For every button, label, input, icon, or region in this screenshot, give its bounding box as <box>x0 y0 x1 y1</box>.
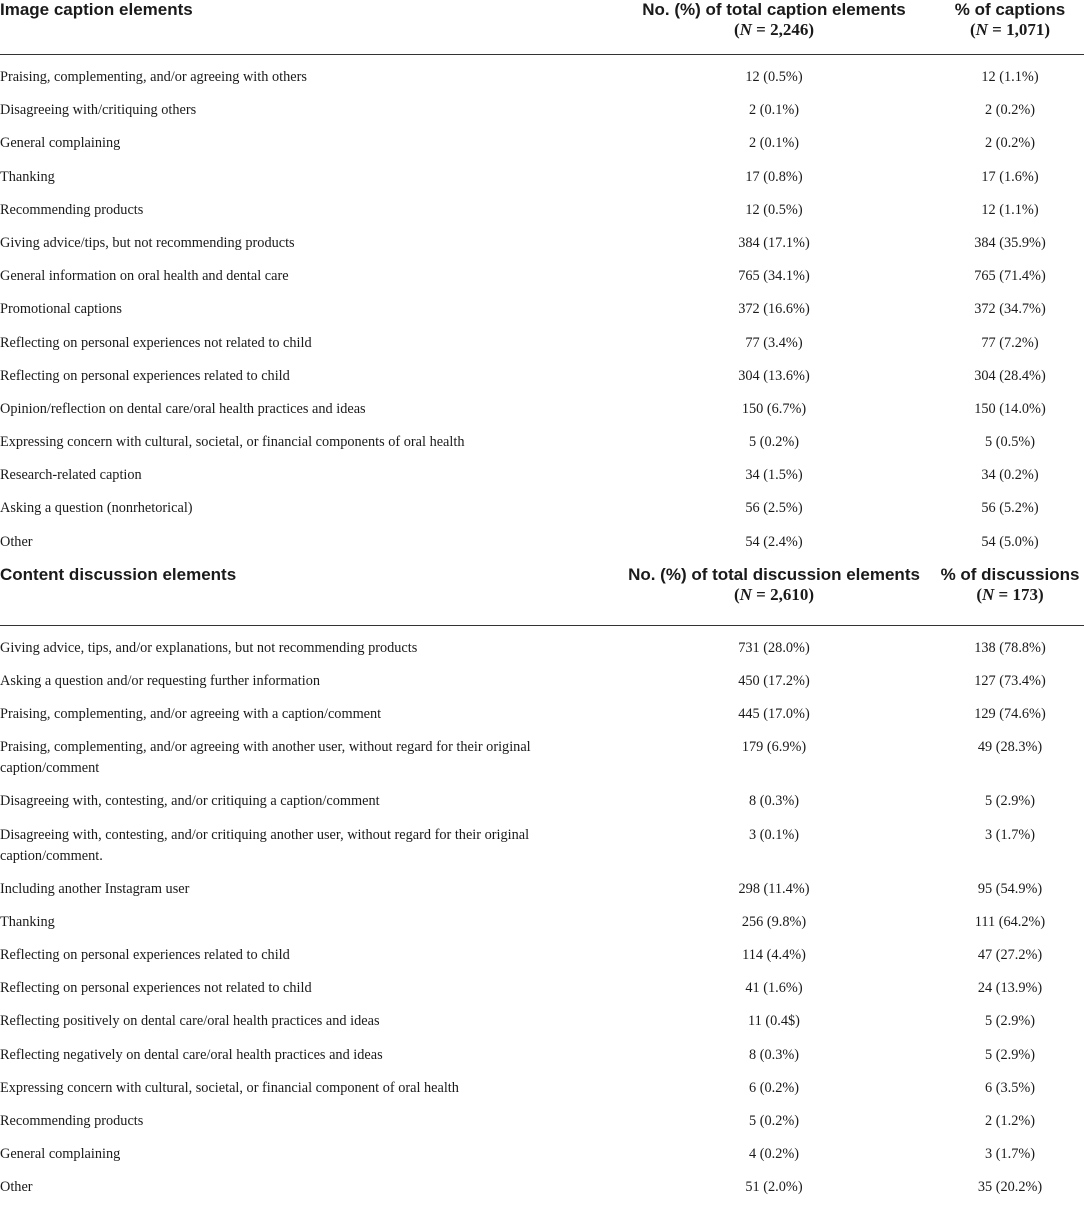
row-count: 384 (17.1%) <box>738 234 810 251</box>
row-count: 8 (0.3%) <box>748 1046 800 1063</box>
row-count: 12 (0.5%) <box>745 69 803 85</box>
table-row <box>0 196 1084 229</box>
discussion-header-pct-n: (N = 173) <box>976 584 1044 604</box>
row-percent: 35 (20.2%) <box>977 1179 1043 1196</box>
table-row <box>0 1107 1084 1140</box>
row-label: Recommending products <box>0 1112 144 1129</box>
row-count: 3 (0.1%) <box>748 826 800 843</box>
row-label: Other <box>0 1179 33 1196</box>
row-count: 51 (2.0%) <box>745 1179 803 1196</box>
table-row <box>0 941 1084 974</box>
row-count: 5 (0.2%) <box>748 434 800 451</box>
discussion-header-count-n: (N = 2,610) <box>733 584 815 604</box>
row-label: Giving advice, tips, and/or explanations, but not recommending products <box>0 639 418 656</box>
table-row <box>0 528 1084 561</box>
caption-header-pct-n: (N = 1,071) <box>969 20 1051 39</box>
row-count: 56 (2.5%) <box>745 500 803 517</box>
table-row <box>0 700 1084 733</box>
row-count: 2 (0.1%) <box>748 135 800 152</box>
row-percent: 54 (5.0%) <box>981 533 1039 550</box>
row-label: Praising, complementing, and/or agreeing with a caption/comment <box>0 706 382 723</box>
table-row <box>0 163 1084 196</box>
row-label: Giving advice/tips, but not recommending products <box>0 234 295 251</box>
caption-header-label: Image caption elements <box>0 0 612 55</box>
row-percent: 2 (1.2%) <box>984 1112 1036 1129</box>
row-count: 54 (2.4%) <box>745 533 803 550</box>
row-percent: 138 (78.8%) <box>974 639 1046 656</box>
row-count: 41 (1.6%) <box>745 980 803 997</box>
row-percent: 127 (73.4%) <box>974 673 1046 689</box>
discussion-header-count <box>612 561 936 626</box>
row-label: Reflecting on personal experiences not related to child <box>0 334 312 351</box>
row-count: 304 (13.6%) <box>738 367 810 384</box>
row-percent: 24 (13.9%) <box>977 980 1043 997</box>
row-percent: 5 (2.9%) <box>984 793 1036 810</box>
table-row <box>0 1074 1084 1107</box>
table-row <box>0 1041 1084 1074</box>
row-percent: 34 (0.2%) <box>981 467 1039 484</box>
caption-header-row <box>0 0 1084 55</box>
row-percent: 2 (0.2%) <box>984 135 1036 152</box>
row-count: 298 (11.4%) <box>738 880 810 897</box>
row-count: 372 (16.6%) <box>738 301 810 318</box>
row-label: Including another Instagram user <box>0 880 190 897</box>
row-percent: 12 (1.1%) <box>981 201 1039 218</box>
table-row <box>0 494 1084 527</box>
table-row <box>0 262 1084 295</box>
table-row <box>0 875 1084 908</box>
row-count: 8 (0.3%) <box>748 793 800 810</box>
row-count: 150 (6.7%) <box>741 400 807 417</box>
row-count: 450 (17.2%) <box>738 673 810 689</box>
row-label: General information on oral health and dental care <box>0 268 289 285</box>
row-percent: 95 (54.9%) <box>977 880 1043 897</box>
row-percent: 150 (14.0%) <box>974 400 1046 417</box>
caption-header-pct <box>936 0 1084 55</box>
row-percent: 49 (28.3%) <box>977 739 1043 756</box>
row-percent: 5 (2.9%) <box>984 1013 1036 1030</box>
row-label: Opinion/reflection on dental care/oral health practices and ideas <box>0 400 366 417</box>
discussion-section <box>0 561 1084 1206</box>
row-label: Disagreeing with/critiquing others <box>0 102 197 119</box>
table-row <box>0 362 1084 395</box>
table-row <box>0 1173 1084 1206</box>
caption-header-count-title: No. (%) of total caption elements <box>642 0 906 19</box>
table-row <box>0 96 1084 129</box>
table-row <box>0 63 1084 96</box>
discussion-header-label: Content discussion elements <box>0 561 612 626</box>
row-label: Promotional captions <box>0 301 122 318</box>
row-percent: 17 (1.6%) <box>981 168 1039 185</box>
row-label: Recommending products <box>0 201 144 218</box>
table-row <box>0 974 1084 1007</box>
row-count: 179 (6.9%) <box>741 739 807 756</box>
row-percent: 3 (1.7%) <box>984 826 1036 843</box>
table-row <box>0 428 1084 461</box>
table-row <box>0 1140 1084 1173</box>
table-row <box>0 395 1084 428</box>
row-percent: 6 (3.5%) <box>984 1079 1036 1096</box>
row-count: 77 (3.4%) <box>745 334 803 351</box>
table-row <box>0 129 1084 162</box>
row-percent: 2 (0.2%) <box>984 102 1036 119</box>
row-count: 12 (0.5%) <box>745 201 803 218</box>
row-percent: 3 (1.7%) <box>984 1146 1036 1163</box>
row-label: General complaining <box>0 135 121 152</box>
table-row <box>0 821 1084 875</box>
caption-header-count-n: (N = 2,246) <box>733 20 815 39</box>
row-label: Other <box>0 533 33 550</box>
discussion-header-row <box>0 561 1084 626</box>
row-count: 256 (9.8%) <box>741 913 807 930</box>
row-label: Asking a question (nonrhetorical) <box>0 500 193 517</box>
row-count: 4 (0.2%) <box>748 1146 800 1163</box>
row-label: Asking a question and/or requesting further information <box>0 673 321 689</box>
row-percent: 372 (34.7%) <box>974 301 1046 318</box>
row-label: Thanking <box>0 913 55 930</box>
row-percent: 77 (7.2%) <box>981 334 1039 351</box>
row-label: Reflecting negatively on dental care/oral health practices and ideas <box>0 1046 383 1063</box>
row-count: 445 (17.0%) <box>738 706 810 723</box>
row-percent: 304 (28.4%) <box>974 367 1046 384</box>
table-row <box>0 787 1084 820</box>
table-row <box>0 329 1084 362</box>
row-label: Expressing concern with cultural, societal, or financial component of oral health <box>0 1079 459 1096</box>
row-percent: 12 (1.1%) <box>981 69 1039 85</box>
discussion-header-count-title: No. (%) of total discussion elements <box>628 564 920 584</box>
row-count: 6 (0.2%) <box>748 1079 800 1096</box>
row-label: Research-related caption <box>0 467 142 484</box>
table-row <box>0 461 1084 494</box>
row-percent: 384 (35.9%) <box>974 234 1046 251</box>
row-count: 17 (0.8%) <box>745 168 803 185</box>
row-label: Praising, complementing, and/or agreeing with others <box>0 69 307 85</box>
table-row <box>0 908 1084 941</box>
table-row <box>0 229 1084 262</box>
row-count: 2 (0.1%) <box>748 102 800 119</box>
row-percent: 129 (74.6%) <box>974 706 1046 723</box>
caption-header-count <box>612 0 936 55</box>
row-label: Reflecting on personal experiences not related to child <box>0 980 312 997</box>
discussion-header-pct <box>936 561 1084 626</box>
row-percent: 5 (2.9%) <box>984 1046 1036 1063</box>
row-percent: 47 (27.2%) <box>977 946 1043 963</box>
caption-section <box>0 0 1084 561</box>
row-count: 114 (4.4%) <box>742 946 806 963</box>
table-row <box>0 733 1084 787</box>
table-row <box>0 634 1084 667</box>
row-count: 731 (28.0%) <box>738 639 810 656</box>
row-label: Disagreeing with, contesting, and/or critiquing another user, without regard for their original caption/comment. <box>0 826 530 864</box>
row-label: General complaining <box>0 1146 121 1163</box>
caption-header-pct-title: % of captions <box>954 0 1066 19</box>
table-row <box>0 667 1084 700</box>
row-percent: 5 (0.5%) <box>984 434 1036 451</box>
table-row <box>0 1007 1084 1040</box>
row-count: 34 (1.5%) <box>745 467 803 484</box>
row-count: 11 (0.4$) <box>748 1013 800 1030</box>
discussion-header-pct-title: % of discussions <box>940 564 1080 584</box>
row-label: Disagreeing with, contesting, and/or critiquing a caption/comment <box>0 793 380 810</box>
row-percent: 765 (71.4%) <box>974 268 1046 285</box>
row-count: 765 (34.1%) <box>738 268 810 285</box>
table-row <box>0 295 1084 328</box>
row-label: Thanking <box>0 168 55 185</box>
row-label: Reflecting on personal experiences related to child <box>0 946 290 963</box>
row-percent: 56 (5.2%) <box>981 500 1039 517</box>
row-label: Reflecting positively on dental care/oral health practices and ideas <box>0 1013 380 1030</box>
row-percent: 111 (64.2%) <box>974 913 1046 930</box>
row-count: 5 (0.2%) <box>748 1112 800 1129</box>
row-label: Praising, complementing, and/or agreeing with another user, without regard for their original caption/comment <box>0 739 531 777</box>
row-label: Expressing concern with cultural, societal, or financial components of oral health <box>0 434 465 451</box>
row-label: Reflecting on personal experiences related to child <box>0 367 290 384</box>
